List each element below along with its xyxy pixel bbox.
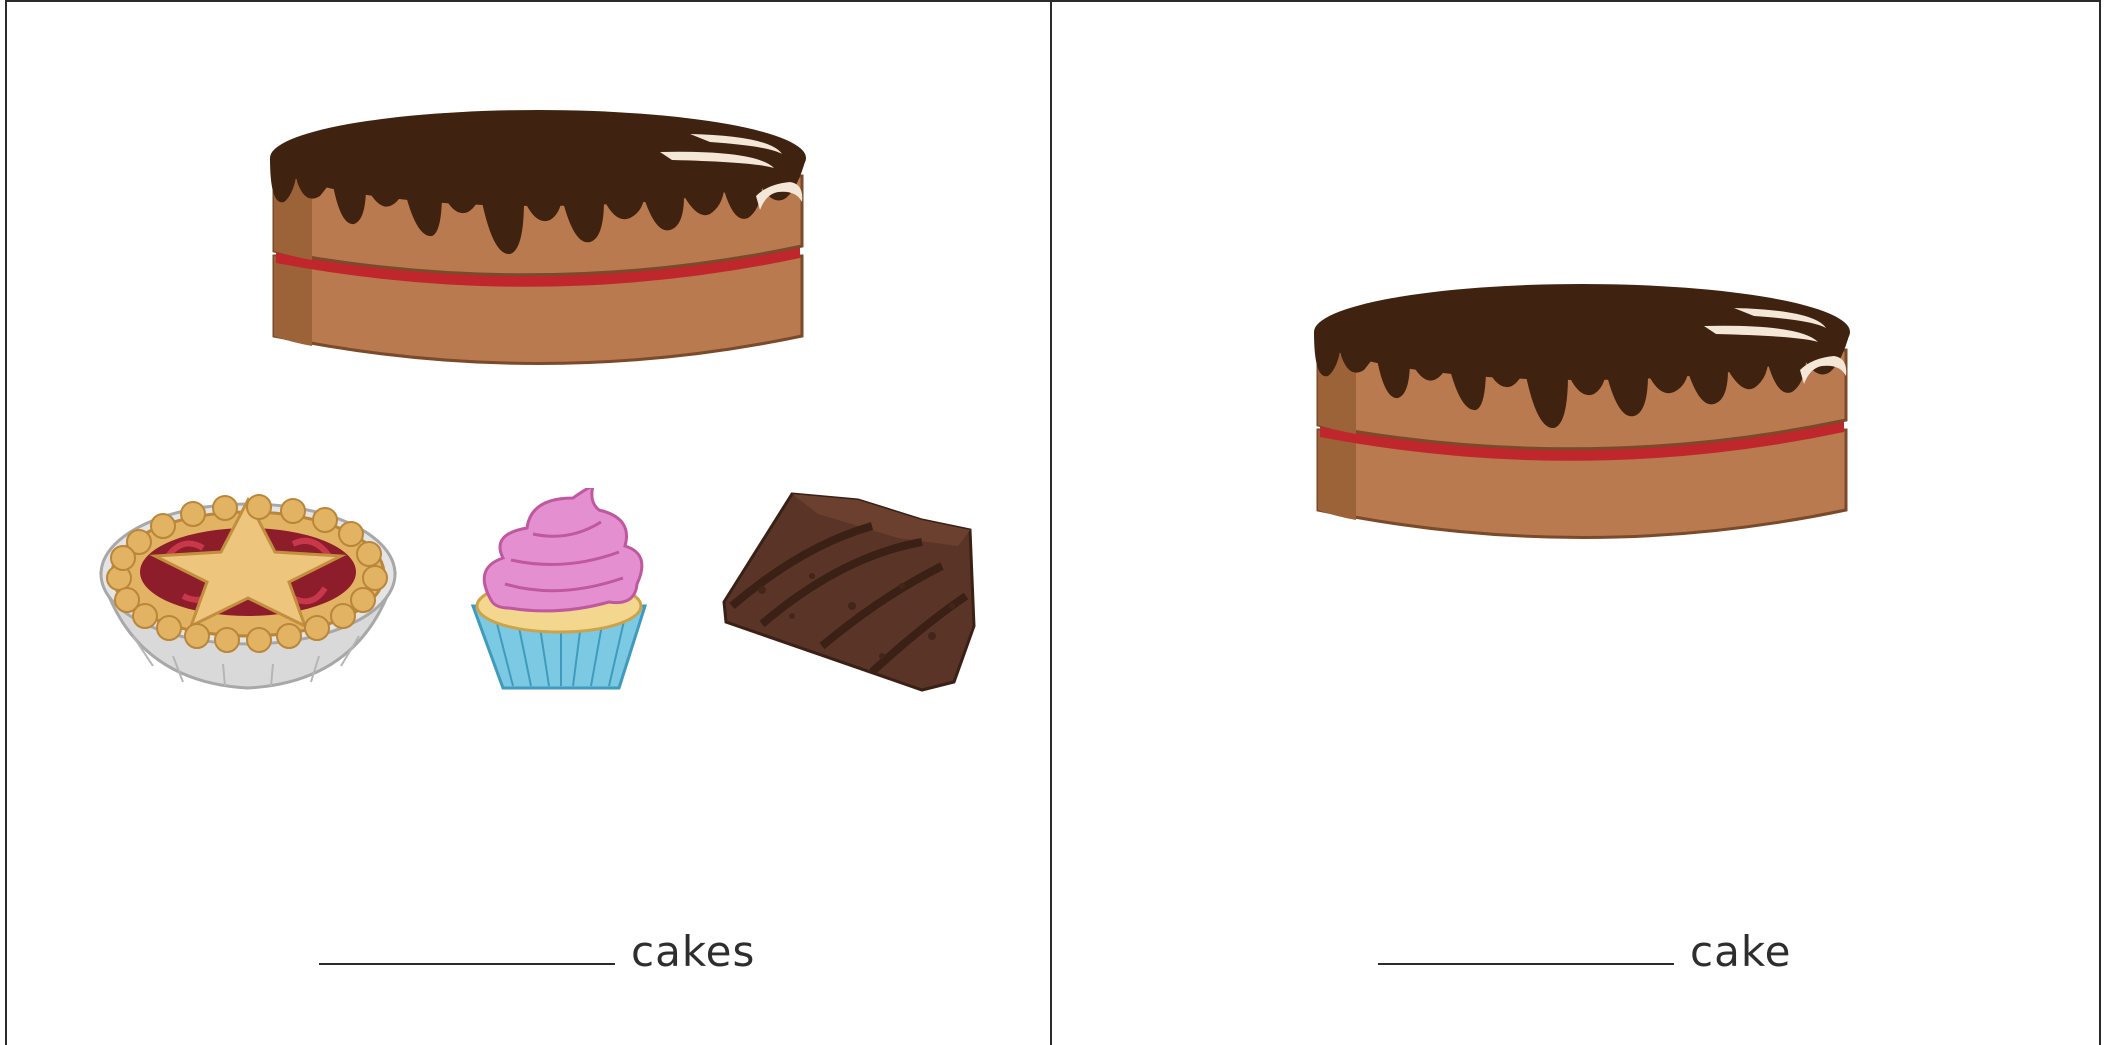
caption-many — [319, 917, 756, 976]
chocolate-cake-slice-image — [722, 486, 976, 692]
caption-word-cakes: cakes — [631, 927, 756, 976]
big-chocolate-cake-image — [270, 106, 810, 376]
cupcake-image — [469, 488, 653, 692]
big-chocolate-cake-image — [1314, 280, 1854, 550]
mince-pie-image — [93, 486, 403, 690]
caption-one — [1378, 917, 1792, 976]
panel-one-cake — [1052, 0, 2101, 1045]
caption-word-cake: cake — [1690, 927, 1792, 976]
answer-blank-many[interactable] — [319, 963, 615, 965]
answer-blank-one[interactable] — [1378, 963, 1674, 965]
panel-many-cakes — [5, 0, 1052, 1045]
